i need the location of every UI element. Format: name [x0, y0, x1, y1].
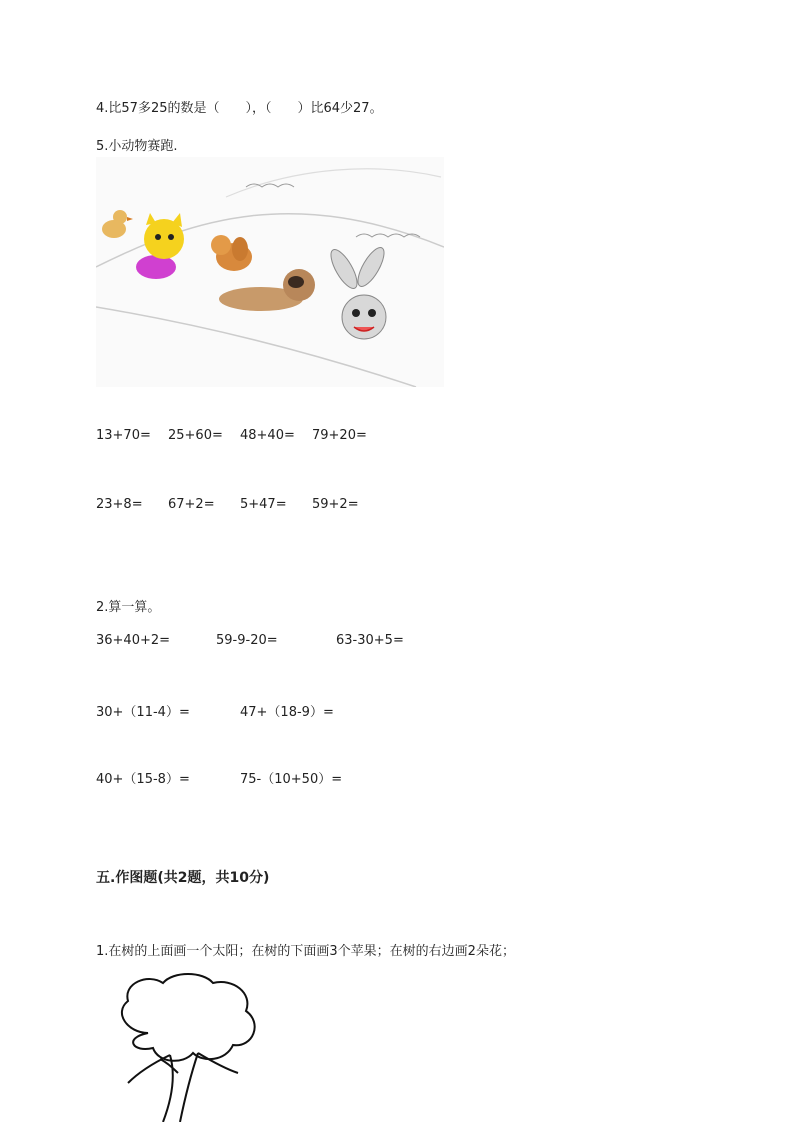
expression: 40+（15-8）=: [96, 772, 190, 787]
expression: 79+20=: [312, 428, 367, 443]
expression: 5+47=: [240, 497, 287, 512]
animal-race-illustration: [96, 157, 444, 387]
expression: 47+（18-9）=: [240, 705, 334, 720]
race-row-1: [96, 428, 696, 446]
expression: 23+8=: [96, 497, 143, 512]
calc-row-2: [96, 701, 696, 719]
expression: 59-9-20=: [216, 633, 278, 648]
draw-question-1: 1.在树的上面画一个太阳；在树的下面画3个苹果；在树的右边画2朵花；: [96, 944, 515, 959]
calc-title: 2.算一算。: [96, 600, 161, 615]
expression: 63-30+5=: [336, 633, 404, 648]
expression: 67+2=: [168, 497, 215, 512]
calc-row-3: [96, 768, 696, 786]
expression: 59+2=: [312, 497, 359, 512]
question-4: 4.比57多25的数是（ ），（ ）比64少27。: [96, 101, 383, 116]
expression: 30+（11-4）=: [96, 705, 190, 720]
tree-illustration: [108, 973, 268, 1122]
section-5-heading: 五.作图题(共2题，共10分): [96, 870, 270, 886]
expression: 36+40+2=: [96, 633, 171, 648]
question-5: 5.小动物赛跑.: [96, 139, 178, 154]
expression: 25+60=: [168, 428, 223, 443]
expression: 75-（10+50）=: [240, 772, 343, 787]
expression: 48+40=: [240, 428, 295, 443]
calc-row-1: [96, 633, 696, 651]
expression: 13+70=: [96, 428, 151, 443]
race-row-2: [96, 497, 696, 515]
